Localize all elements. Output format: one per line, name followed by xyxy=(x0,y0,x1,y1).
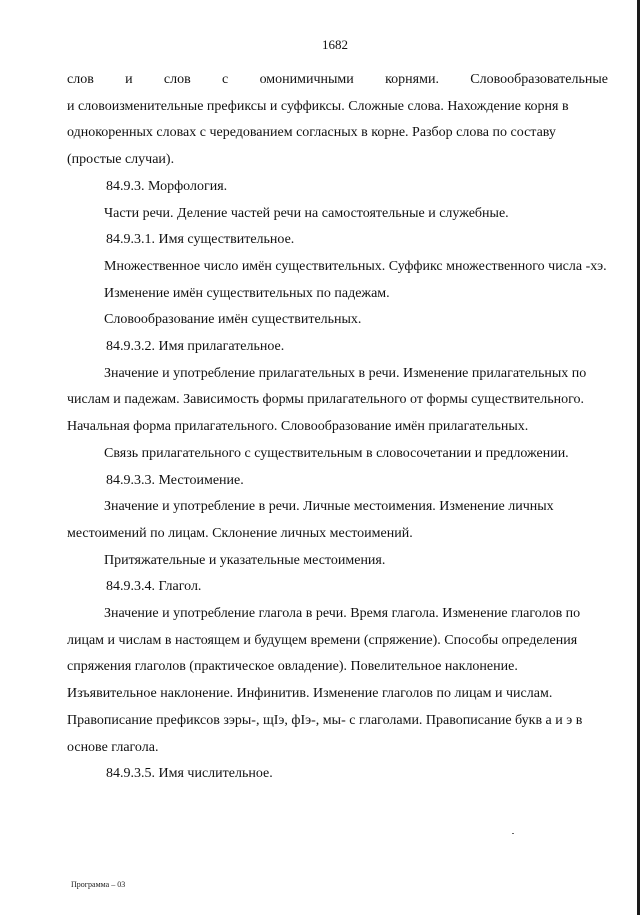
paragraph-prefixes: и словоизменительные префиксы и суффиксы. Сложные слова. Нахождение корня в однокоренных словах с чередованием согласных в корне. Разбор слова по составу (простые случаи). xyxy=(67,98,569,168)
scan-speck xyxy=(512,833,514,834)
page-number: 1682 xyxy=(322,37,348,52)
section-heading-morphology: 84.9.3. Морфология. xyxy=(106,178,228,194)
section-heading-adjective: 84.9.3.2. Имя прилагательное. xyxy=(106,339,285,355)
paragraph-continuation: слов и слов с омонимичными корнями. Словообразовательные xyxy=(67,72,608,87)
section-heading-verb: 84.9.3.4. Глагол. xyxy=(106,579,202,595)
paragraph-pronoun-types: Притяжательные и указательные местоимения. xyxy=(104,552,386,568)
paragraph-adjective-noun-link: Связь прилагательного с существительным в словосочетании и предложении. xyxy=(104,445,569,461)
paragraph-verb-usage: Значение и употребление глагола в речи. Время глагола. Изменение глаголов по лицам и числам в настоящем и будущем времени (спряжение). Способы определения спряжения глаголов (практическое овладение). Повелительное наклонение. Изъявительное наклонение. Инфинитив. Изменение глаголов по лицам и числам. Правописание префиксов зэры-, щIэ, фIэ-, мы- с глаголами. Правописание букв а и э в основе глагола. xyxy=(67,606,583,755)
paragraph-noun-word-formation: Словообразование имён существительных. xyxy=(104,312,362,328)
section-heading-numeral: 84.9.3.5. Имя числительное. xyxy=(106,766,273,782)
document-body xyxy=(67,67,608,788)
paragraph-adjective-usage: Значение и употребление прилагательных в речи. Изменение прилагательных по числам и падежам. Зависимость формы прилагательного от формы существительного. Начальная форма прилагательного. Словообразование имён прилагательных. xyxy=(67,365,587,435)
paragraph-parts-of-speech: Части речи. Деление частей речи на самостоятельные и служебные. xyxy=(104,205,509,221)
paragraph-pronoun-usage: Значение и употребление в речи. Личные местоимения. Изменение личных местоимений по лицам. Склонение личных местоимений. xyxy=(67,499,554,541)
paragraph-noun-plural: Множественное число имён существительных. Суффикс множественного числа -хэ. xyxy=(104,258,607,274)
section-heading-pronoun: 84.9.3.3. Местоимение. xyxy=(106,472,244,488)
page-footer: Программа – 03 xyxy=(71,880,126,889)
section-heading-noun: 84.9.3.1. Имя существительное. xyxy=(106,232,295,248)
paragraph-noun-cases: Изменение имён существительных по падежам. xyxy=(104,285,390,301)
